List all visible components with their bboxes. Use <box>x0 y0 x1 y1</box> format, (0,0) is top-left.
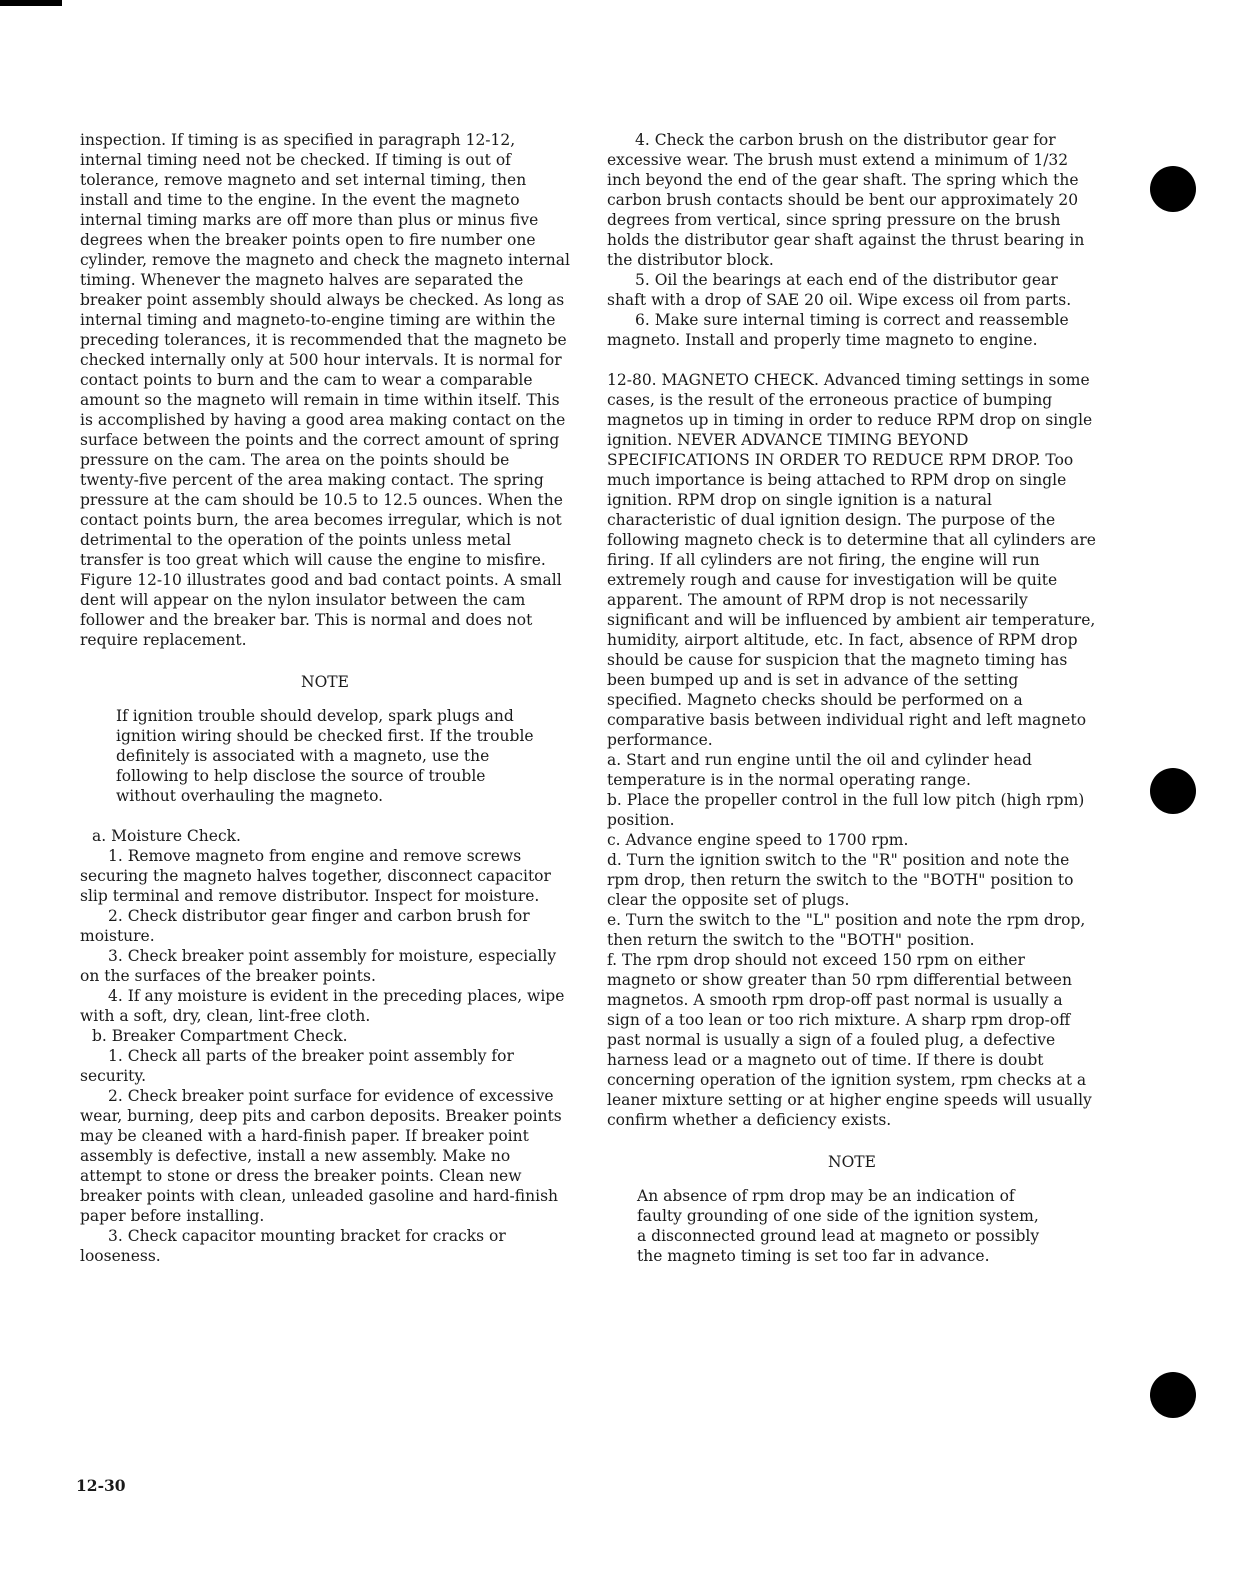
corner-registration-mark <box>0 0 62 6</box>
note-heading: NOTE <box>301 673 349 691</box>
breaker-step-3: 3. Check capacitor mounting bracket for cracks or looseness. <box>80 1227 506 1265</box>
ignition-trouble-note: If ignition trouble should develop, spark plugs and ignition wiring should be checked first. If the trouble definitely is associated with a magneto, use the following to help disclose the source of trouble without overhauling the magneto. <box>116 707 534 805</box>
breaker-step-1: 1. Check all parts of the breaker point assembly for security. <box>80 1047 514 1085</box>
binder-hole-middle <box>1150 768 1196 814</box>
rpm-drop-note: An absence of rpm drop may be an indication of faulty grounding of one side of the ignition system, a disconnected ground lead at magneto or possibly the magneto timing is set too far in advance. <box>637 1187 1040 1265</box>
moisture-step-3: 3. Check breaker point assembly for moisture, especially on the surfaces of the breaker points. <box>80 947 557 985</box>
magneto-step-c: c. Advance engine speed to 1700 rpm. <box>607 831 909 849</box>
left-column <box>80 130 570 1266</box>
moisture-check-heading: a. Moisture Check. <box>92 827 241 845</box>
moisture-step-1: 1. Remove magneto from engine and remove screws securing the magneto halves together, disconnect capacitor slip terminal and remove distributor. Inspect for moisture. <box>80 847 551 905</box>
breaker-step-4: 4. Check the carbon brush on the distributor gear for excessive wear. The brush must extend a minimum of 1/32 inch beyond the end of the gear shaft. The spring which the carbon brush contacts should be bent our approximately 20 degrees from vertical, since spring pressure on the brush holds the distributor gear shaft against the thrust bearing in the distributor block. <box>607 131 1085 269</box>
magneto-step-f: f. The rpm drop should not exceed 150 rpm on either magneto or show greater than 50 rpm differential between magnetos. A smooth rpm drop-off past normal is usually a sign of a too lean or too rich mixture. A sharp rpm drop-off past normal is usually a sign of a fouled plug, a defective harness lead or a magneto out of time. If there is doubt concerning operation of the ignition system, rpm checks at a leaner mixture setting or at higher engine speeds will usually confirm whether a deficiency exists. <box>607 951 1092 1129</box>
timing-inspection-paragraph: inspection. If timing is as specified in paragraph 12-12, internal timing need not be checked. If timing is out of tolerance, remove magneto and set internal timing, then install and time to the engine. In the event the magneto internal timing marks are off more than plus or minus five degrees when the breaker points open to fire number one cylinder, remove the magneto and check the magneto internal timing. Whenever the magneto halves are separated the breaker point assembly should always be checked. As long as internal timing and magneto-to-engine timing are within the preceding tolerances, it is recommended that the magneto be checked internally only at 500 hour intervals. It is normal for contact points to burn and the cam to wear a comparable amount so the magneto will remain in time within itself. This is accomplished by having a good area making contact on the surface between the points and the correct amount of spring pressure on the cam. The area on the points should be twenty-five percent of the area making contact. The spring pressure at the cam should be 10.5 to 12.5 ounces. When the contact points burn, the area becomes irregular, which is not detrimental to the operation of the points unless metal transfer is too great which will cause the engine to misfire. Figure 12-10 illustrates good and bad contact points. A small dent will appear on the nylon insulator between the cam follower and the breaker bar. This is normal and does not require replacement. <box>80 131 570 649</box>
right-column <box>607 130 1097 1266</box>
moisture-step-4: 4. If any moisture is evident in the preceding places, wipe with a soft, dry, clean, lint-free cloth. <box>80 987 565 1025</box>
breaker-step-5: 5. Oil the bearings at each end of the distributor gear shaft with a drop of SAE 20 oil. Wipe excess oil from parts. <box>607 271 1072 309</box>
note-heading-right: NOTE <box>828 1153 876 1171</box>
magneto-step-b: b. Place the propeller control in the full low pitch (high rpm) position. <box>607 791 1085 829</box>
breaker-check-heading: b. Breaker Compartment Check. <box>92 1027 348 1045</box>
breaker-step-2: 2. Check breaker point surface for evidence of excessive wear, burning, deep pits and carbon deposits. Breaker points may be cleaned with a hard-finish paper. If breaker point assembly is defective, install a new assembly. Make no attempt to stone or dress the breaker points. Clean new breaker points with clean, unleaded gasoline and hard-finish paper before installing. <box>80 1087 562 1225</box>
magneto-step-e: e. Turn the switch to the "L" position and note the rpm drop, then return the switch to the "BOTH" position. <box>607 911 1086 949</box>
magneto-step-d: d. Turn the ignition switch to the "R" position and note the rpm drop, then return the switch to the "BOTH" position to clear the opposite set of plugs. <box>607 851 1074 909</box>
binder-hole-bottom <box>1150 1372 1196 1418</box>
magneto-step-a: a. Start and run engine until the oil and cylinder head temperature is in the normal operating range. <box>607 751 1032 789</box>
breaker-step-6: 6. Make sure internal timing is correct and reassemble magneto. Install and properly time magneto to engine. <box>607 311 1069 349</box>
moisture-step-2: 2. Check distributor gear finger and carbon brush for moisture. <box>80 907 530 945</box>
page-number: 12-30 <box>76 1476 126 1495</box>
magneto-check-section: 12-80. MAGNETO CHECK. Advanced timing settings in some cases, is the result of the erroneous practice of bumping magnetos up in timing in order to reduce RPM drop on single ignition. NEVER ADVANCE TIMING BEYOND SPECIFICATIONS IN ORDER TO REDUCE RPM DROP. Too much importance is being attached to RPM drop on single ignition. RPM drop on single ignition is a natural characteristic of dual ignition design. The purpose of the following magneto check is to determine that all cylinders are firing. If all cylinders are not firing, the engine will run extremely rough and cause for investigation will be quite apparent. The amount of RPM drop is not necessarily significant and will be influenced by ambient air temperature, humidity, airport altitude, etc. In fact, absence of RPM drop should be cause for suspicion that the magneto timing has been bumped up and is set in advance of the setting specified. Magneto checks should be performed on a comparative basis between individual right and left magneto performance. <box>607 371 1096 749</box>
binder-hole-top <box>1150 166 1196 212</box>
